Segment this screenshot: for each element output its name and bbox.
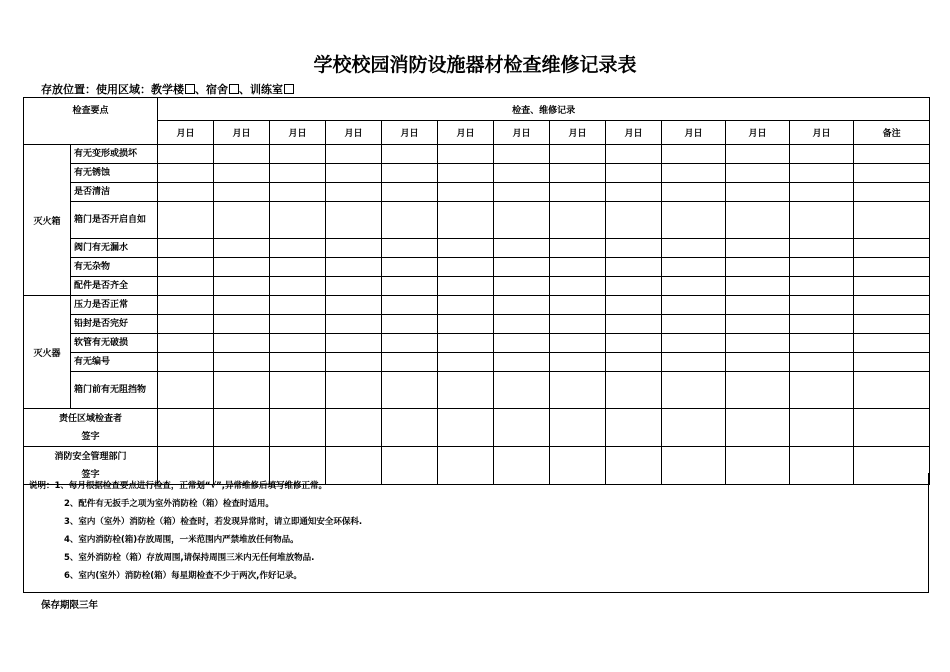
record-cell[interactable] xyxy=(494,164,550,183)
location-prefix: 存放位置：使用区域： xyxy=(41,83,151,96)
record-cell[interactable] xyxy=(382,315,438,334)
record-cell[interactable] xyxy=(270,202,326,239)
record-cell[interactable] xyxy=(326,239,382,258)
record-cell[interactable] xyxy=(790,277,854,296)
record-cell[interactable] xyxy=(606,315,662,334)
record-cell[interactable] xyxy=(726,353,790,372)
record-cell[interactable] xyxy=(158,202,214,239)
note-line: 3、室内（室外）消防栓（箱）检查时，若发现异常时，请立即通知安全环保科. xyxy=(64,517,363,527)
check-item-label: 铅封是否完好 xyxy=(71,315,158,334)
record-cell[interactable] xyxy=(726,296,790,315)
record-cell[interactable] xyxy=(438,296,494,315)
record-cell[interactable] xyxy=(214,353,270,372)
record-cell[interactable] xyxy=(494,183,550,202)
location-separator: 、 xyxy=(239,83,250,96)
record-cell[interactable] xyxy=(494,258,550,277)
record-cell[interactable] xyxy=(326,315,382,334)
check-item-label: 箱门前有无阻挡物 xyxy=(71,372,158,409)
record-cell[interactable] xyxy=(790,353,854,372)
remarks-column-header: 备注 xyxy=(854,121,930,145)
record-cell[interactable] xyxy=(726,315,790,334)
table-row xyxy=(24,239,930,258)
check-item-label: 软管有无破损 xyxy=(71,334,158,353)
record-cell[interactable] xyxy=(550,183,606,202)
record-cell[interactable] xyxy=(726,277,790,296)
record-cell[interactable] xyxy=(214,258,270,277)
record-cell[interactable] xyxy=(726,145,790,164)
record-cell[interactable] xyxy=(438,258,494,277)
record-cell[interactable] xyxy=(790,258,854,277)
record-cell[interactable] xyxy=(494,334,550,353)
record-cell[interactable] xyxy=(382,334,438,353)
record-cell[interactable] xyxy=(606,183,662,202)
record-cell[interactable] xyxy=(438,353,494,372)
signature-word: 签字 xyxy=(81,431,100,442)
record-cell[interactable] xyxy=(662,372,726,409)
record-cell[interactable] xyxy=(662,277,726,296)
retention-period: 保存期限三年 xyxy=(41,600,99,611)
record-cell[interactable] xyxy=(854,353,930,372)
record-cell[interactable] xyxy=(606,409,662,447)
record-cell[interactable] xyxy=(214,315,270,334)
record-cell[interactable] xyxy=(438,239,494,258)
record-cell[interactable] xyxy=(214,334,270,353)
record-cell[interactable] xyxy=(158,258,214,277)
record-cell[interactable] xyxy=(494,353,550,372)
location-option-dormitory: 宿舍 xyxy=(206,83,228,96)
date-column-header: 月日 xyxy=(382,121,438,145)
record-cell[interactable] xyxy=(854,409,930,447)
record-cell[interactable] xyxy=(662,258,726,277)
date-column-header: 月日 xyxy=(326,121,382,145)
record-cell[interactable] xyxy=(438,277,494,296)
record-cell[interactable] xyxy=(606,145,662,164)
record-cell[interactable] xyxy=(662,409,726,447)
record-cell[interactable] xyxy=(214,164,270,183)
date-column-header: 月日 xyxy=(438,121,494,145)
record-cell[interactable] xyxy=(214,296,270,315)
record-cell[interactable] xyxy=(382,202,438,239)
record-cell[interactable] xyxy=(790,315,854,334)
table-row xyxy=(24,145,930,164)
check-item-label: 有无编号 xyxy=(71,353,158,372)
signature-word: 签字 xyxy=(81,469,100,480)
record-cell[interactable] xyxy=(494,315,550,334)
record-cell[interactable] xyxy=(270,258,326,277)
check-item-label: 有无变形或损坏 xyxy=(71,145,158,164)
table-row xyxy=(24,183,930,202)
record-cell[interactable] xyxy=(854,239,930,258)
record-cell[interactable] xyxy=(726,183,790,202)
check-item-label: 配件是否齐全 xyxy=(71,277,158,296)
record-cell[interactable] xyxy=(606,202,662,239)
record-cell[interactable] xyxy=(790,372,854,409)
record-cell[interactable] xyxy=(550,145,606,164)
record-cell[interactable] xyxy=(382,277,438,296)
record-cell[interactable] xyxy=(270,239,326,258)
record-cell[interactable] xyxy=(270,296,326,315)
record-cell[interactable] xyxy=(270,334,326,353)
record-cell[interactable] xyxy=(550,164,606,183)
check-item-label: 压力是否正常 xyxy=(71,296,158,315)
table-row xyxy=(24,372,930,409)
record-cell[interactable] xyxy=(550,296,606,315)
signature-role: 消防安全管理部门 xyxy=(54,451,127,462)
record-cell[interactable] xyxy=(662,202,726,239)
record-cell[interactable] xyxy=(158,145,214,164)
record-cell[interactable] xyxy=(382,409,438,447)
record-cell[interactable] xyxy=(382,239,438,258)
note-line: 说明：1、每月根据检查要点进行检查，正常划“√”,异常维修后填写维修正常。 xyxy=(29,481,327,491)
header-inspection-records: 检查、维修记录 xyxy=(158,98,930,121)
record-cell[interactable] xyxy=(382,145,438,164)
record-cell[interactable] xyxy=(326,409,382,447)
record-cell[interactable] xyxy=(438,334,494,353)
record-cell[interactable] xyxy=(158,277,214,296)
record-cell[interactable] xyxy=(790,202,854,239)
record-cell[interactable] xyxy=(438,372,494,409)
record-cell[interactable] xyxy=(662,239,726,258)
table-row xyxy=(24,353,930,372)
date-column-header: 月日 xyxy=(790,121,854,145)
record-cell[interactable] xyxy=(550,409,606,447)
record-cell[interactable] xyxy=(790,164,854,183)
record-cell[interactable] xyxy=(214,183,270,202)
date-column-header: 月日 xyxy=(606,121,662,145)
record-cell[interactable] xyxy=(270,183,326,202)
record-cell[interactable] xyxy=(214,277,270,296)
record-cell[interactable] xyxy=(662,353,726,372)
header-inspection-points: 检查要点 xyxy=(24,98,158,145)
storage-location-line xyxy=(41,81,294,97)
record-cell[interactable] xyxy=(726,239,790,258)
record-cell[interactable] xyxy=(726,334,790,353)
record-cell[interactable] xyxy=(606,334,662,353)
record-cell[interactable] xyxy=(326,353,382,372)
record-cell[interactable] xyxy=(494,409,550,447)
record-cell[interactable] xyxy=(382,296,438,315)
notes-box xyxy=(23,473,929,593)
record-cell[interactable] xyxy=(662,164,726,183)
date-column-header: 月日 xyxy=(550,121,606,145)
record-cell[interactable] xyxy=(382,353,438,372)
record-cell[interactable] xyxy=(158,164,214,183)
record-cell[interactable] xyxy=(214,202,270,239)
location-option-teaching-building: 教学楼 xyxy=(151,83,184,96)
record-cell[interactable] xyxy=(854,296,930,315)
record-cell[interactable] xyxy=(326,258,382,277)
record-cell[interactable] xyxy=(606,258,662,277)
date-column-header: 月日 xyxy=(158,121,214,145)
record-cell[interactable] xyxy=(438,164,494,183)
record-cell[interactable] xyxy=(606,277,662,296)
record-cell[interactable] xyxy=(158,296,214,315)
signature-label xyxy=(24,409,158,447)
category-label: 灭火箱 xyxy=(24,145,71,296)
record-cell[interactable] xyxy=(606,372,662,409)
record-cell[interactable] xyxy=(326,277,382,296)
record-cell[interactable] xyxy=(550,353,606,372)
record-cell[interactable] xyxy=(662,315,726,334)
check-item-label: 有无锈蚀 xyxy=(71,164,158,183)
record-cell[interactable] xyxy=(494,145,550,164)
checkbox-dormitory[interactable] xyxy=(229,84,239,94)
record-cell[interactable] xyxy=(550,315,606,334)
record-cell[interactable] xyxy=(726,202,790,239)
record-cell[interactable] xyxy=(606,353,662,372)
table-row xyxy=(24,277,930,296)
table-row xyxy=(24,296,930,315)
record-cell[interactable] xyxy=(438,183,494,202)
record-cell[interactable] xyxy=(326,372,382,409)
table-row xyxy=(24,315,930,334)
check-item-label: 箱门是否开启自如 xyxy=(71,202,158,239)
record-cell[interactable] xyxy=(790,409,854,447)
record-cell[interactable] xyxy=(494,239,550,258)
inspection-table xyxy=(23,97,930,485)
record-cell[interactable] xyxy=(270,145,326,164)
record-cell[interactable] xyxy=(662,145,726,164)
checkbox-training-room[interactable] xyxy=(284,84,294,94)
record-cell[interactable] xyxy=(438,202,494,239)
record-cell[interactable] xyxy=(382,183,438,202)
record-cell[interactable] xyxy=(158,372,214,409)
record-cell[interactable] xyxy=(550,239,606,258)
record-cell[interactable] xyxy=(158,315,214,334)
record-cell[interactable] xyxy=(438,315,494,334)
record-cell[interactable] xyxy=(790,145,854,164)
record-cell[interactable] xyxy=(158,239,214,258)
record-cell[interactable] xyxy=(438,145,494,164)
record-cell[interactable] xyxy=(606,164,662,183)
record-cell[interactable] xyxy=(550,334,606,353)
date-column-header: 月日 xyxy=(494,121,550,145)
record-cell[interactable] xyxy=(270,409,326,447)
signature-role: 责任区域检查者 xyxy=(59,413,123,424)
table-row xyxy=(24,334,930,353)
record-cell[interactable] xyxy=(726,164,790,183)
record-cell[interactable] xyxy=(550,277,606,296)
record-cell[interactable] xyxy=(790,334,854,353)
record-cell[interactable] xyxy=(270,353,326,372)
record-cell[interactable] xyxy=(214,239,270,258)
form-title: 学校校园消防设施器材检查维修记录表 xyxy=(313,54,637,76)
record-cell[interactable] xyxy=(662,296,726,315)
record-cell[interactable] xyxy=(326,296,382,315)
table-row xyxy=(24,164,930,183)
note-line: 4、室内消防栓(箱)存放周围，一米范围内严禁堆放任何物品。 xyxy=(64,535,299,545)
record-cell[interactable] xyxy=(550,258,606,277)
check-item-label: 是否清洁 xyxy=(71,183,158,202)
checkbox-teaching-building[interactable] xyxy=(185,84,195,94)
record-cell[interactable] xyxy=(854,164,930,183)
signature-row xyxy=(24,409,930,447)
record-cell[interactable] xyxy=(326,145,382,164)
note-line: 5、室外消防栓（箱）存放周围,请保持周围三米内无任何堆放物品. xyxy=(64,553,315,563)
note-line: 2、配件有无扳手之项为室外消防栓（箱）检查时适用。 xyxy=(64,499,274,509)
record-cell[interactable] xyxy=(790,296,854,315)
record-cell[interactable] xyxy=(158,334,214,353)
date-column-header: 月日 xyxy=(726,121,790,145)
record-cell[interactable] xyxy=(606,296,662,315)
record-cell[interactable] xyxy=(854,277,930,296)
location-option-training-room: 训练室 xyxy=(250,83,283,96)
record-cell[interactable] xyxy=(790,183,854,202)
record-cell[interactable] xyxy=(270,277,326,296)
record-cell[interactable] xyxy=(550,202,606,239)
record-cell[interactable] xyxy=(854,372,930,409)
record-cell[interactable] xyxy=(270,372,326,409)
record-cell[interactable] xyxy=(214,145,270,164)
record-cell[interactable] xyxy=(662,183,726,202)
record-cell[interactable] xyxy=(158,183,214,202)
table-row xyxy=(24,258,930,277)
record-cell[interactable] xyxy=(326,202,382,239)
record-cell[interactable] xyxy=(270,315,326,334)
record-cell[interactable] xyxy=(854,145,930,164)
record-cell[interactable] xyxy=(382,372,438,409)
record-cell[interactable] xyxy=(494,202,550,239)
location-separator: 、 xyxy=(195,83,206,96)
record-cell[interactable] xyxy=(326,334,382,353)
check-item-label: 有无杂物 xyxy=(71,258,158,277)
record-cell[interactable] xyxy=(854,183,930,202)
category-label: 灭火器 xyxy=(24,296,71,409)
record-cell[interactable] xyxy=(790,239,854,258)
record-cell[interactable] xyxy=(214,372,270,409)
record-cell[interactable] xyxy=(270,164,326,183)
date-column-header: 月日 xyxy=(270,121,326,145)
record-cell[interactable] xyxy=(854,334,930,353)
record-cell[interactable] xyxy=(550,372,606,409)
record-cell[interactable] xyxy=(494,277,550,296)
record-cell[interactable] xyxy=(726,409,790,447)
record-cell[interactable] xyxy=(854,315,930,334)
record-cell[interactable] xyxy=(326,183,382,202)
record-cell[interactable] xyxy=(726,372,790,409)
date-column-header: 月日 xyxy=(662,121,726,145)
record-cell[interactable] xyxy=(726,258,790,277)
record-cell[interactable] xyxy=(326,164,382,183)
note-line: 6、室内(室外）消防栓(箱）每星期检查不少于两次,作好记录。 xyxy=(64,571,302,581)
record-cell[interactable] xyxy=(606,239,662,258)
record-cell[interactable] xyxy=(438,409,494,447)
check-item-label: 阀门有无漏水 xyxy=(71,239,158,258)
record-cell[interactable] xyxy=(158,353,214,372)
record-cell[interactable] xyxy=(854,202,930,239)
record-cell[interactable] xyxy=(494,296,550,315)
record-cell[interactable] xyxy=(662,334,726,353)
record-cell[interactable] xyxy=(494,372,550,409)
record-cell[interactable] xyxy=(382,258,438,277)
record-cell[interactable] xyxy=(214,409,270,447)
record-cell[interactable] xyxy=(158,409,214,447)
table-row xyxy=(24,202,930,239)
record-cell[interactable] xyxy=(382,164,438,183)
date-column-header: 月日 xyxy=(214,121,270,145)
record-cell[interactable] xyxy=(854,258,930,277)
